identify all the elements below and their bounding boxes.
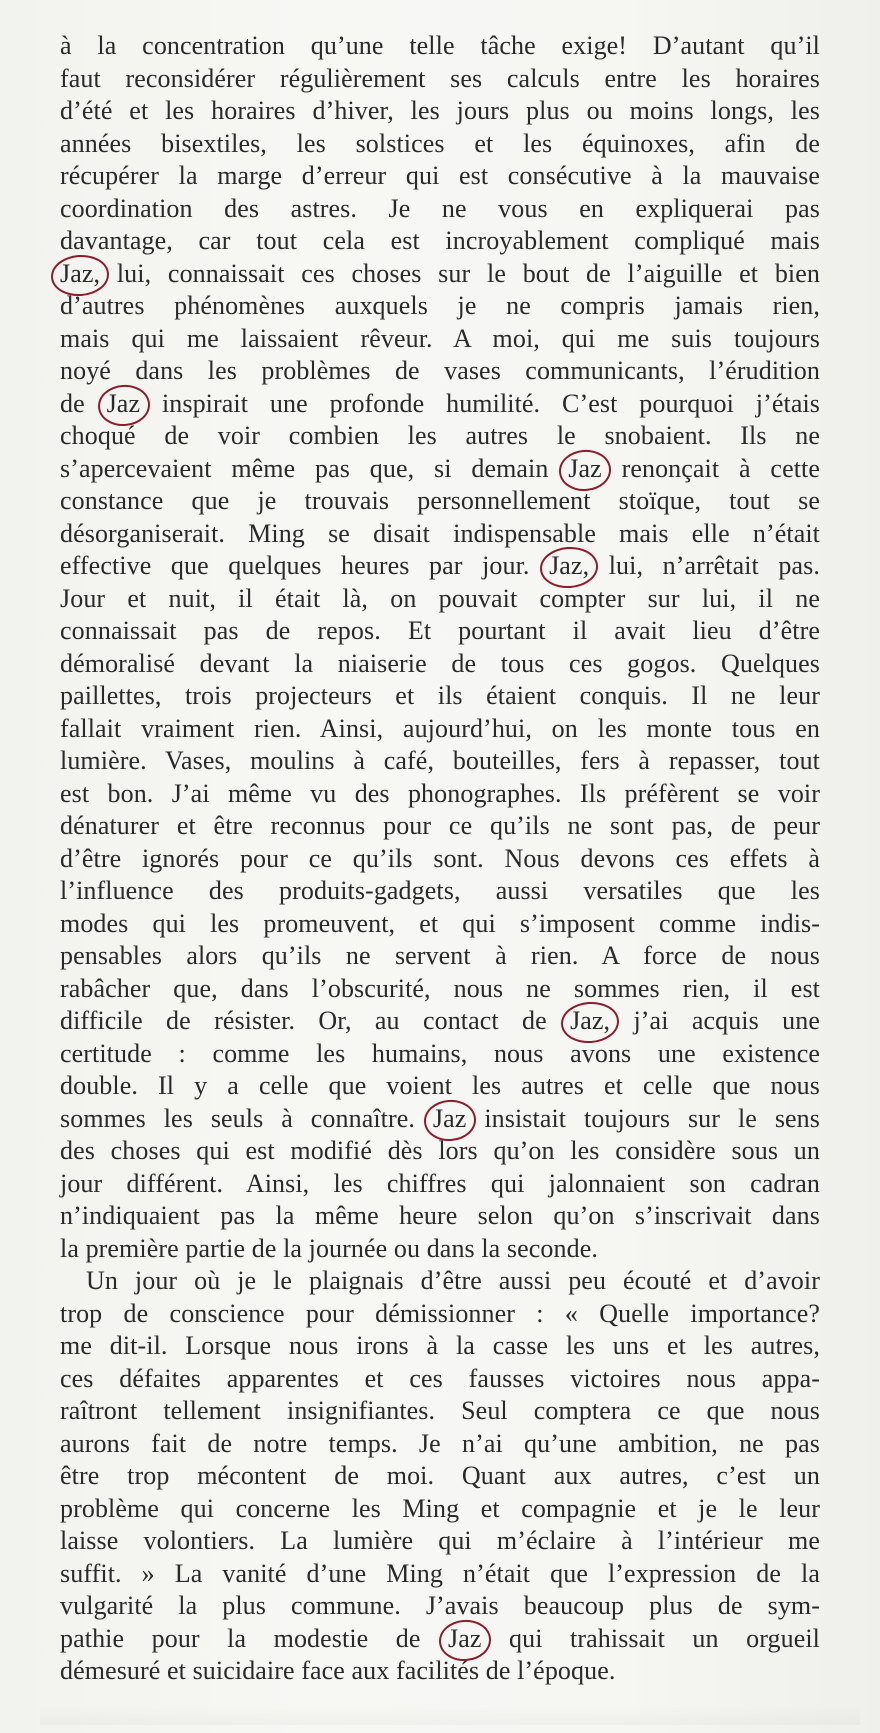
text-line [60,1233,820,1266]
text-segment: insistait toujours sur le sens [466,1103,820,1133]
text-line [60,420,820,453]
text-segment: modes qui les promeuvent, et qui s’imposent comme indis- [60,908,820,938]
text-segment: j’ai acquis une [610,1006,820,1035]
text-segment: n’indiquaient pas la même heure selon qu’on s’inscrivait dans [60,1201,820,1230]
page-text [60,30,820,1688]
text-segment: vulgarité la plus commune. J’avais beaucoup plus de sym- [60,1591,820,1620]
text-segment: dénaturer et être reconnus pour ce qu’ils ne sont pas, de peur [60,811,820,840]
text-segment: d’été et les horaires d’hiver, les jours plus ou moins longs, les [60,96,820,125]
text-line [60,875,820,908]
text-segment: pathie pour la modestie de [60,1623,449,1653]
text-line [60,940,820,973]
circled-word-jaz: Jaz, [549,550,589,583]
text-segment: années bisextiles, les solstices et les équinoxes, afin de [60,128,820,158]
text-line [60,1103,820,1136]
text-line [60,160,820,193]
text-line [60,1590,820,1623]
text-segment: à la concentration qu’une telle tâche exige! D’autant qu’il [60,31,820,60]
text-segment: ces défaites apparentes et ces fausses victoires nous appa- [60,1363,820,1393]
text-segment: inspirait une profonde humilité. C’est pourquoi j’étais [140,388,820,418]
text-line [60,193,820,226]
text-line [60,1265,820,1298]
circled-word-jaz: Jaz, [60,258,100,291]
text-line [60,95,820,128]
text-line [60,323,820,356]
text-line [60,1135,820,1168]
text-segment: faut reconsidérer régulièrement ses calculs entre les horaires [60,63,820,93]
text-segment: fallait vraiment rien. Ainsi, aujourd’hui, on les monte tous en [60,713,820,743]
text-segment: pensables alors qu’ils ne servent à rien. A force de nous [60,941,820,970]
text-segment: me dit-il. Lorsque nous irons à la casse les uns et les autres, [60,1331,820,1360]
circled-word-jaz: Jaz, [570,1005,610,1038]
text-line [60,1655,820,1688]
text-segment: récupérer la marge d’erreur qui est consécutive à la mauvaise [60,161,820,190]
text-segment: raîtront tellement insignifiantes. Seul comptera ce que nous [60,1396,820,1425]
text-segment: lumière. Vases, moulins à café, bouteilles, fers à repasser, tout [60,746,820,775]
text-line [60,1395,820,1428]
text-line [60,648,820,681]
text-segment: renonçait à cette [601,453,820,483]
text-line [60,1493,820,1526]
text-segment: davantage, car tout cela est incroyablement compliqué mais [60,226,820,255]
text-segment: laisse volontiers. La lumière qui m’éclaire à l’intérieur me [60,1526,820,1555]
text-line [60,550,820,583]
text-segment: jour différent. Ainsi, les chiffres qui jalonnaient son cadran [60,1168,820,1198]
text-segment: démesuré et suicidaire face aux facilités de l’époque. [60,1656,616,1685]
text-line [60,485,820,518]
text-segment: d’être ignorés pour ce qu’ils sont. Nous devons ces effets à [60,843,820,873]
text-line [60,63,820,96]
text-segment: double. Il y a celle que voient les autres et celle que nous [60,1071,820,1100]
text-line [60,843,820,876]
text-segment: Un jour où je le plaignais d’être aussi peu écouté et d’avoir [86,1266,820,1295]
text-segment: des choses qui est modifié dès lors qu’on les considère sous un [60,1136,820,1165]
circled-word-jaz: Jaz [448,1623,482,1656]
text-line [60,1070,820,1103]
text-segment: être trop mécontent de moi. Quant aux autres, c’est un [60,1461,820,1490]
text-line [60,1005,820,1038]
text-segment: rabâcher que, dans l’obscurité, nous ne sommes rien, il est [60,973,820,1003]
text-line [60,1428,820,1461]
text-segment: effective que quelques heures par jour. [60,551,550,580]
text-line [60,290,820,323]
text-segment: paillettes, trois projecteurs et ils étaient conquis. Il ne leur [60,681,820,710]
text-segment: démoralisé devant la niaiserie de tous ces gogos. Quelques [60,648,820,678]
text-line [60,1298,820,1331]
text-segment: lui, n’arrêtait pas. [589,551,820,580]
text-segment: lui, connaissait ces choses sur le bout de l’aiguille et bien [100,258,820,288]
text-line [60,778,820,811]
text-segment: de [60,388,107,418]
text-line [60,225,820,258]
text-segment: suffit. » La vanité d’une Ming n’était que l’expression de la [60,1558,820,1588]
text-line [60,30,820,63]
text-segment: s’apercevaient même pas que, si demain [60,453,569,483]
text-line [60,1623,820,1656]
text-segment: d’autres phénomènes auxquels je ne compris jamais rien, [60,291,820,320]
text-line [60,1168,820,1201]
text-line [60,713,820,746]
text-line [60,388,820,421]
text-line [60,1558,820,1591]
text-segment: choqué de voir combien les autres le snobaient. Ils ne [60,421,820,450]
text-segment: constance que je trouvais personnellement stoïque, tout se [60,486,820,515]
text-segment: désorganiserait. Ming se disait indispensable mais elle n’était [60,518,820,548]
text-segment: certitude : comme les humains, nous avons une existence [60,1038,820,1068]
text-segment: mais qui me laissaient rêveur. A moi, qui me suis toujours [60,323,820,353]
text-line [60,128,820,161]
text-segment: coordination des astres. Je ne vous en expliquerai pas [60,193,820,223]
text-segment: Jour et nuit, il était là, on pouvait compter sur lui, il ne [60,583,820,613]
text-line [60,355,820,388]
text-segment: problème qui concerne les Ming et compagnie et je le leur [60,1493,820,1523]
text-segment: sommes les seuls à connaître. [60,1103,433,1133]
circled-word-jaz: Jaz [433,1103,467,1136]
text-line [60,1330,820,1363]
text-segment: aurons fait de notre temps. Je n’ai qu’une ambition, ne pas [60,1428,820,1458]
text-line [60,518,820,551]
text-line [60,615,820,648]
circled-word-jaz: Jaz [568,453,602,486]
text-line [60,1363,820,1396]
text-line [60,1525,820,1558]
circled-word-jaz: Jaz [107,388,141,421]
text-line [60,973,820,1006]
text-line [60,453,820,486]
text-segment: la première partie de la journée ou dans la seconde. [60,1233,598,1263]
text-line [60,1038,820,1071]
text-line [60,583,820,616]
text-segment: noyé dans les problèmes de vases communicants, l’érudition [60,356,820,385]
text-line [60,810,820,843]
text-line [60,1200,820,1233]
text-segment: l’influence des produits-gadgets, aussi versatiles que les [60,876,820,905]
text-line [60,1460,820,1493]
text-line [60,745,820,778]
text-segment: connaissait pas de repos. Et pourtant il avait lieu d’être [60,616,820,645]
text-line [60,908,820,941]
text-line [60,680,820,713]
text-segment: trop de conscience pour démissionner : « Quelle importance? [60,1298,820,1328]
text-line [60,258,820,291]
text-segment: difficile de résister. Or, au contact de [60,1006,571,1035]
page-bottom-shading [40,1705,860,1725]
text-segment: qui trahissait un orgueil [481,1623,820,1653]
text-segment: est bon. J’ai même vu des phonographes. Ils préfèrent se voir [60,778,820,808]
